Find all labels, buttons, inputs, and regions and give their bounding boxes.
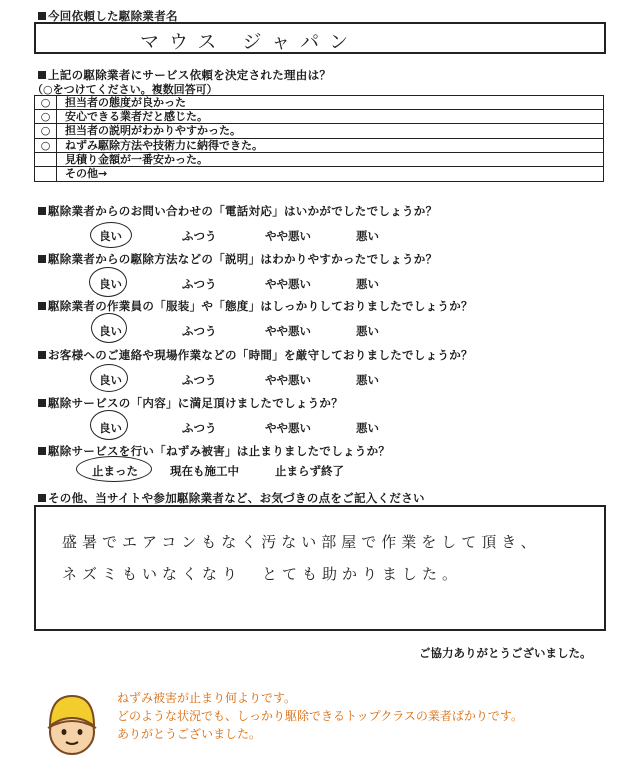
option-normal[interactable]: ふつう	[182, 229, 217, 243]
reason-mark: ○	[35, 96, 57, 109]
selected-circle-mark	[91, 313, 127, 343]
square-bullet-icon	[38, 255, 46, 263]
option-bad[interactable]: 悪い	[356, 277, 379, 291]
option-good[interactable]: 良い	[99, 324, 122, 338]
comment-box[interactable]	[34, 505, 606, 631]
option-not-stopped[interactable]: 止まらず終了	[275, 464, 344, 478]
reason-mark: ○	[35, 110, 57, 123]
footer-line-2: どのような状況でも、しっかり駆除できるトップクラスの業者ばかりです。	[117, 709, 523, 723]
option-good[interactable]: 良い	[99, 277, 122, 291]
reason-note: （○をつけてください。複数回答可）	[32, 83, 218, 96]
rating-question-phone: 駆除業者からのお問い合わせの「電話対応」はいかがでしたでしょうか？	[38, 203, 437, 219]
option-stopped[interactable]: 止まった	[92, 464, 138, 478]
reason-label: 安心できる業者だと感じた。	[65, 110, 208, 124]
company-answer-box	[34, 22, 606, 54]
option-slightly-bad[interactable]: やや悪い	[265, 229, 311, 243]
option-bad[interactable]: 悪い	[356, 421, 379, 435]
selected-circle-mark	[90, 364, 128, 392]
reason-label: 見積り金額が一番安かった。	[65, 152, 208, 166]
reason-label: 担当者の説明がわかりやすかった。	[65, 124, 241, 138]
thanks-text: ご協力ありがとうございました。	[419, 646, 592, 660]
footer-line-3: ありがとうございました。	[117, 727, 262, 741]
reason-mark: ○	[35, 124, 57, 137]
reason-row[interactable]	[35, 167, 603, 181]
rating-question-explanation: 駆除業者からの駆除方法などの「説明」はわかりやすかったでしょうか？	[38, 251, 437, 267]
option-good[interactable]: 良い	[99, 373, 122, 387]
option-good[interactable]: 良い	[99, 229, 122, 243]
company-answer: マウス ジャパン	[140, 31, 359, 53]
reason-mark	[35, 167, 57, 181]
square-bullet-icon	[38, 12, 46, 20]
square-bullet-icon	[38, 71, 46, 79]
reason-mark	[35, 153, 57, 166]
selected-circle-mark	[89, 267, 127, 297]
reason-label: その他→	[65, 166, 108, 180]
option-normal[interactable]: ふつう	[182, 421, 217, 435]
footer-line-1: ねずみ被害が止まり何よりです。	[117, 691, 297, 705]
reason-label: ねずみ駆除方法や技術力に納得できた。	[65, 138, 263, 152]
reason-mark: ○	[35, 139, 57, 152]
rating-question-content: 駆除サービスの「内容」に満足頂けましたでしょうか？	[38, 395, 343, 411]
option-good[interactable]: 良い	[99, 421, 122, 435]
reason-question: 上記の駆除業者にサービス依頼を決定された理由は？	[38, 67, 331, 83]
option-bad[interactable]: 悪い	[356, 373, 379, 387]
selected-circle-mark	[90, 410, 128, 440]
rating-question-time: お客様へのご連絡や現場作業などの「時間」を厳守しておりましたでしょうか？	[38, 347, 473, 363]
square-bullet-icon	[38, 351, 46, 359]
option-in-progress[interactable]: 現在も施工中	[170, 464, 239, 478]
reason-row[interactable]	[35, 110, 603, 124]
option-slightly-bad[interactable]: やや悪い	[265, 324, 311, 338]
square-bullet-icon	[38, 494, 46, 502]
reason-row[interactable]	[35, 124, 603, 138]
comment-line-1: 盛暑でエアコンもなく汚ない部屋で作業をして頂き、	[62, 533, 541, 551]
square-bullet-icon	[38, 207, 46, 215]
option-normal[interactable]: ふつう	[182, 277, 217, 291]
square-bullet-icon	[38, 399, 46, 407]
option-slightly-bad[interactable]: やや悪い	[265, 277, 311, 291]
comment-question: その他、当サイトや参加駆除業者など、お気づきの点をご記入ください	[38, 490, 425, 506]
square-bullet-icon	[38, 302, 46, 310]
rating-question-attire: 駆除業者の作業員の「服装」や「態度」はしっかりしておりましたでしょうか？	[38, 298, 473, 314]
comment-line-2: ネズミもいなくなり とても助かりました。	[62, 565, 463, 583]
option-bad[interactable]: 悪い	[356, 229, 379, 243]
option-bad[interactable]: 悪い	[356, 324, 379, 338]
reason-label: 担当者の態度が良かった	[65, 96, 186, 109]
option-slightly-bad[interactable]: やや悪い	[265, 373, 311, 387]
selected-circle-mark	[90, 222, 132, 248]
option-slightly-bad[interactable]: やや悪い	[265, 421, 311, 435]
selected-circle-mark	[76, 456, 152, 482]
reason-table	[34, 95, 604, 182]
mascot-avatar-icon	[44, 688, 100, 760]
square-bullet-icon	[38, 447, 46, 455]
option-normal[interactable]: ふつう	[182, 373, 217, 387]
option-normal[interactable]: ふつう	[182, 324, 217, 338]
company-question: 今回依頼した駆除業者名	[38, 8, 178, 24]
reason-row[interactable]	[35, 96, 603, 110]
reason-row[interactable]	[35, 139, 603, 153]
reason-row[interactable]	[35, 153, 603, 167]
stopped-question: 駆除サービスを行い「ねずみ被害」は止まりましたでしょうか？	[38, 443, 390, 459]
